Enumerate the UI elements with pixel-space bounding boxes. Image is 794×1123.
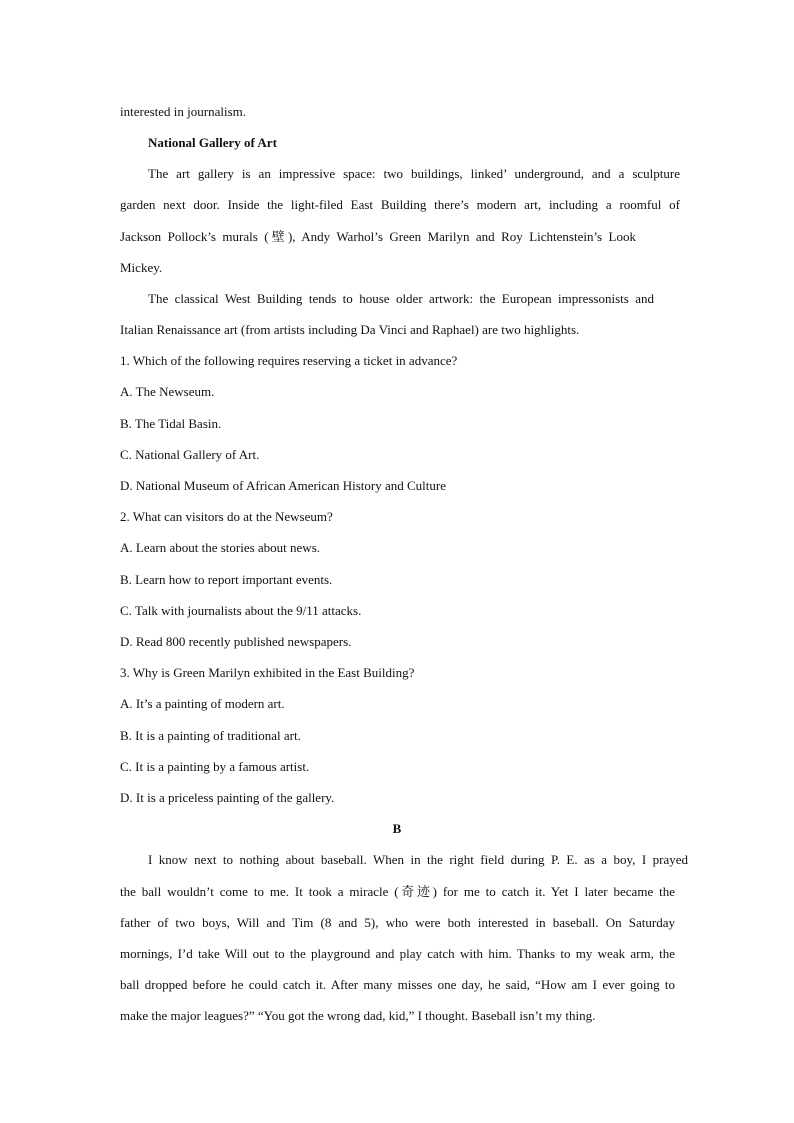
gallery-heading: National Gallery of Art <box>148 135 277 150</box>
intro-tail-text: interested in journalism. <box>120 104 247 119</box>
gallery-paragraph-1-line-3: Jackson Pollock’s murals (壁), Andy Warhol’s Green Marilyn and Roy Lichtenstein’s Look <box>120 229 636 244</box>
question-1-option-d: D. National Museum of African American History and Culture <box>120 478 447 493</box>
question-2-option-c: C. Talk with journalists about the 9/11 attacks. <box>120 603 362 618</box>
passage-b-line-1: I know next to nothing about baseball. When in the right field during P. E. as a boy, I prayed <box>148 852 688 867</box>
gallery-paragraph-2-line-2: Italian Renaissance art (from artists including Da Vinci and Raphael) are two highlights. <box>120 322 580 337</box>
gallery-paragraph-2-line-1: The classical West Building tends to house older artwork: the European impressonists and <box>148 291 654 306</box>
question-1-option-b: B. The Tidal Basin. <box>120 416 222 431</box>
gallery-paragraph-1-line-2: garden next door. Inside the light-filed East Building there’s modern art, including a roomful of <box>120 197 680 212</box>
passage-b-line-4: mornings, I’d take Will out to the playground and play catch with him. Thanks to my weak arm, the <box>120 946 675 961</box>
question-3-option-b: B. It is a painting of traditional art. <box>120 728 301 743</box>
passage-b-line-3: father of two boys, Will and Tim (8 and 5), who were both interested in baseball. On Saturday <box>120 915 675 930</box>
passage-b-line-2: the ball wouldn’t come to me. It took a miracle (奇迹) for me to catch it. Yet I later became the <box>120 884 675 899</box>
passage-b-line-5: ball dropped before he could catch it. After many misses one day, he said, “How am I ever going to <box>120 977 675 992</box>
question-2-option-d: D. Read 800 recently published newspapers. <box>120 634 352 649</box>
question-3-option-a: A. It’s a painting of modern art. <box>120 696 285 711</box>
question-3-stem: 3. Why is Green Marilyn exhibited in the East Building? <box>120 665 415 680</box>
question-2-option-b: B. Learn how to report important events. <box>120 572 333 587</box>
passage-b-line-6: make the major leagues?” “You got the wrong dad, kid,” I thought. Baseball isn’t my thing. <box>120 1008 596 1023</box>
gallery-paragraph-1-line-4: Mickey. <box>120 260 163 275</box>
question-2-stem: 2. What can visitors do at the Newseum? <box>120 509 333 524</box>
question-3-option-d: D. It is a priceless painting of the gallery. <box>120 790 335 805</box>
question-2-option-a: A. Learn about the stories about news. <box>120 540 321 555</box>
question-1-stem: 1. Which of the following requires reserving a ticket in advance? <box>120 353 458 368</box>
question-1-option-a: A. The Newseum. <box>120 384 215 399</box>
question-1-option-c: C. National Gallery of Art. <box>120 447 260 462</box>
question-3-option-c: C. It is a painting by a famous artist. <box>120 759 310 774</box>
gallery-paragraph-1-line-1: The art gallery is an impressive space: two buildings, linked’ underground, and a sculpture <box>148 166 680 181</box>
section-b-heading: B <box>392 821 402 836</box>
